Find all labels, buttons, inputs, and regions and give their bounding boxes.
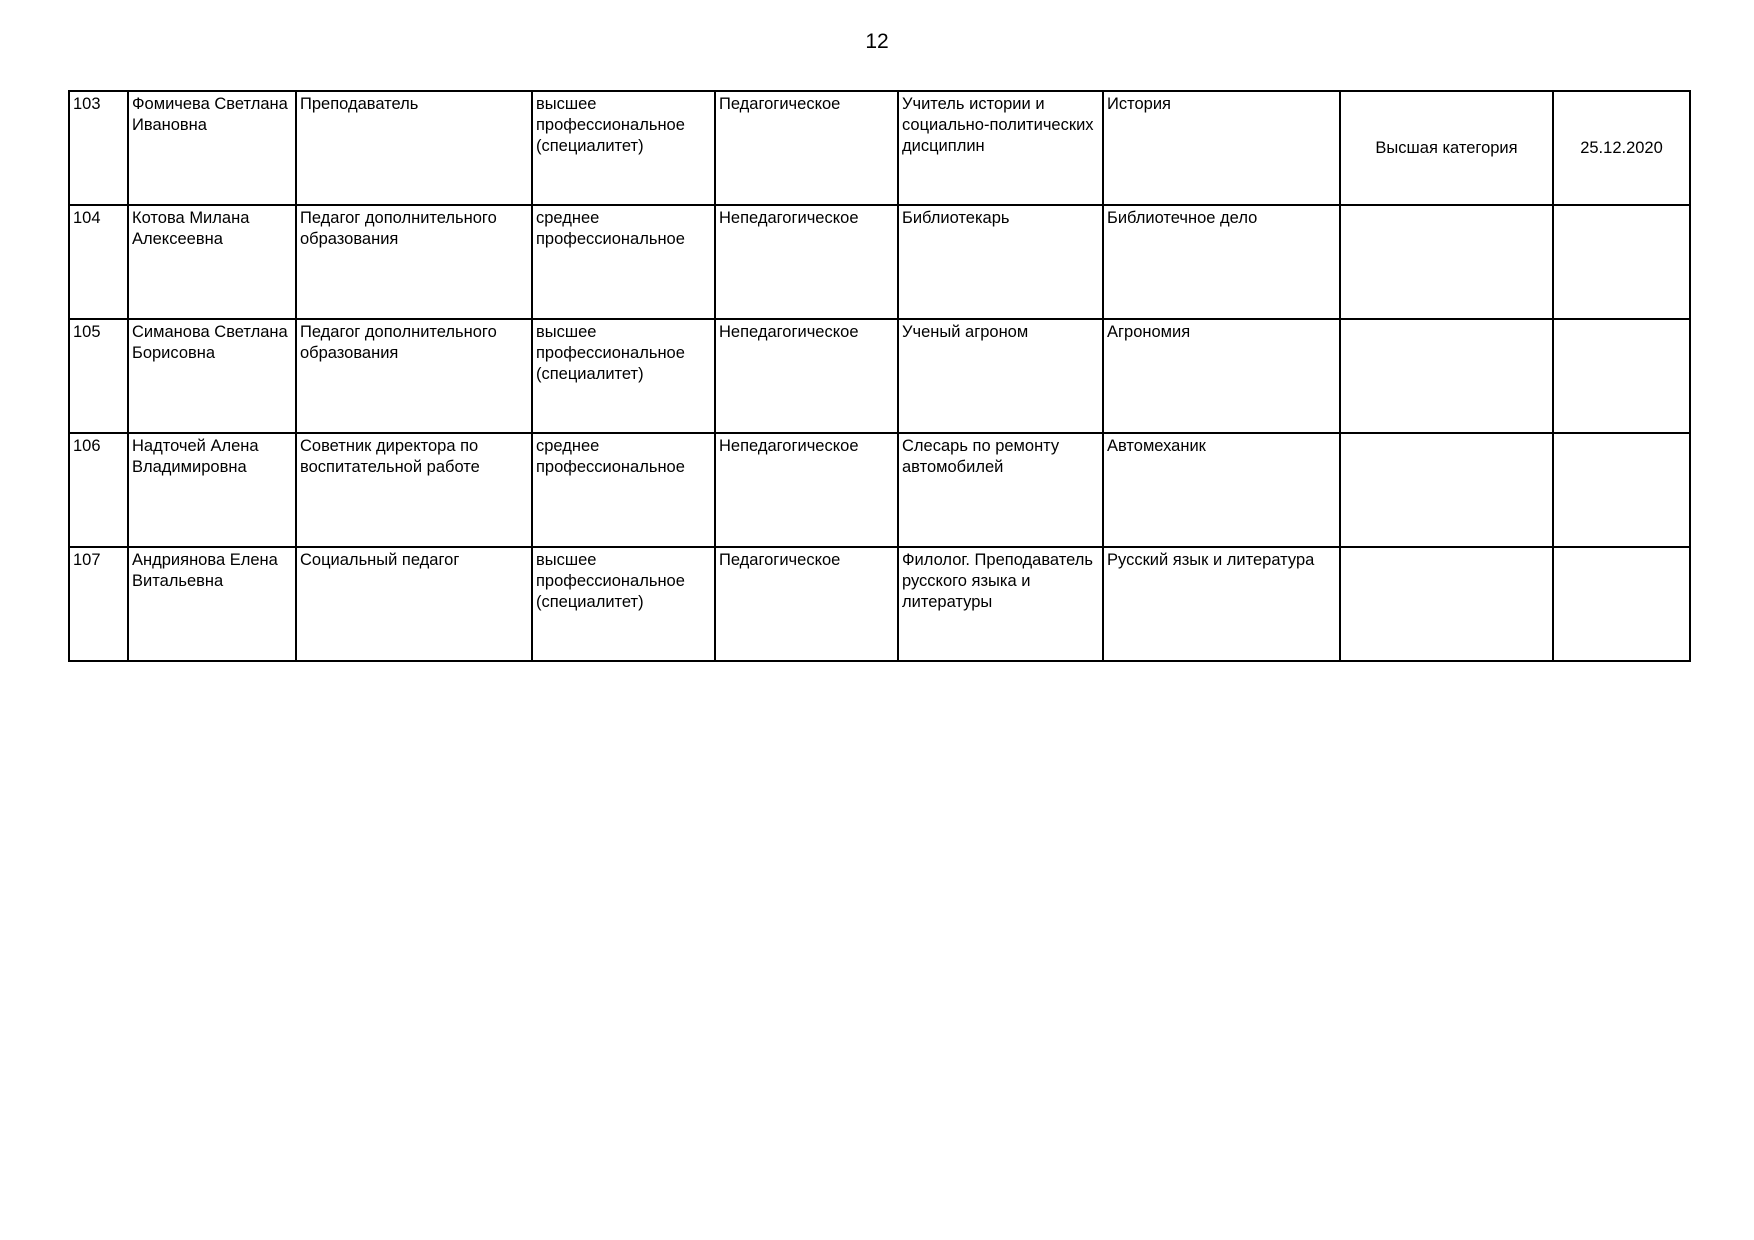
cell-category bbox=[1340, 433, 1553, 547]
cell-category: Высшая категория bbox=[1340, 91, 1553, 205]
cell-position: Советник директора по воспитательной работе bbox=[296, 433, 532, 547]
cell-education: среднее профессиональное bbox=[532, 433, 715, 547]
cell-category bbox=[1340, 319, 1553, 433]
cell-name: Котова Милана Алексеевна bbox=[128, 205, 296, 319]
cell-name: Надточей Алена Владимировна bbox=[128, 433, 296, 547]
cell-date bbox=[1553, 319, 1690, 433]
cell-qualification: Учитель истории и социально-политических дисциплин bbox=[898, 91, 1103, 205]
cell-education-type: Непедагогическое bbox=[715, 319, 898, 433]
cell-category bbox=[1340, 205, 1553, 319]
cell-education-type: Педагогическое bbox=[715, 547, 898, 661]
cell-qualification: Библиотекарь bbox=[898, 205, 1103, 319]
cell-date: 25.12.2020 bbox=[1553, 91, 1690, 205]
table-row bbox=[69, 319, 1690, 433]
cell-number: 105 bbox=[69, 319, 128, 433]
table-row bbox=[69, 91, 1690, 205]
cell-specialty: История bbox=[1103, 91, 1340, 205]
cell-qualification: Слесарь по ремонту автомобилей bbox=[898, 433, 1103, 547]
cell-date bbox=[1553, 433, 1690, 547]
staff-table bbox=[68, 90, 1691, 662]
cell-education: высшее профессиональное (специалитет) bbox=[532, 319, 715, 433]
page-number: 12 bbox=[865, 30, 889, 53]
cell-qualification: Филолог. Преподаватель русского языка и литературы bbox=[898, 547, 1103, 661]
cell-education-type: Педагогическое bbox=[715, 91, 898, 205]
cell-category bbox=[1340, 547, 1553, 661]
cell-qualification: Ученый агроном bbox=[898, 319, 1103, 433]
cell-specialty: Автомеханик bbox=[1103, 433, 1340, 547]
cell-education-type: Непедагогическое bbox=[715, 433, 898, 547]
cell-specialty: Русский язык и литература bbox=[1103, 547, 1340, 661]
cell-number: 104 bbox=[69, 205, 128, 319]
cell-date bbox=[1553, 547, 1690, 661]
cell-name: Андриянова Елена Витальевна bbox=[128, 547, 296, 661]
cell-number: 103 bbox=[69, 91, 128, 205]
cell-number: 106 bbox=[69, 433, 128, 547]
cell-specialty: Агрономия bbox=[1103, 319, 1340, 433]
cell-position: Социальный педагог bbox=[296, 547, 532, 661]
cell-name: Симанова Светлана Борисовна bbox=[128, 319, 296, 433]
cell-education: среднее профессиональное bbox=[532, 205, 715, 319]
cell-education: высшее профессиональное (специалитет) bbox=[532, 547, 715, 661]
cell-education-type: Непедагогическое bbox=[715, 205, 898, 319]
cell-date bbox=[1553, 205, 1690, 319]
table-row bbox=[69, 547, 1690, 661]
table-row bbox=[69, 433, 1690, 547]
cell-name: Фомичева Светлана Ивановна bbox=[128, 91, 296, 205]
cell-position: Педагог дополнительного образования bbox=[296, 205, 532, 319]
cell-position: Преподаватель bbox=[296, 91, 532, 205]
table-row bbox=[69, 205, 1690, 319]
cell-position: Педагог дополнительного образования bbox=[296, 319, 532, 433]
cell-education: высшее профессиональное (специалитет) bbox=[532, 91, 715, 205]
cell-number: 107 bbox=[69, 547, 128, 661]
cell-specialty: Библиотечное дело bbox=[1103, 205, 1340, 319]
